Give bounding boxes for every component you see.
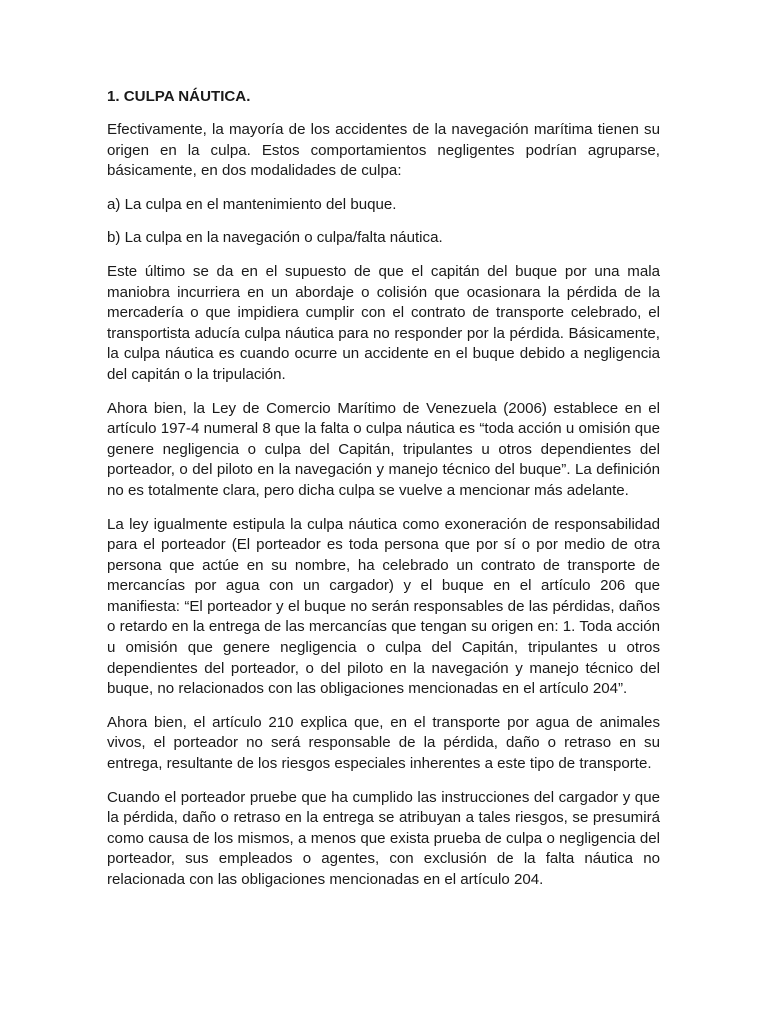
paragraph-article-210: Ahora bien, el artículo 210 explica que, en el transporte por agua de animales vivos, el porteador no será responsable de la pérdida, daño o retraso en su entrega, resultante de los riesgos especiales inherentes a este tipo de transporte. (107, 713, 660, 773)
paragraph-exoneration: La ley igualmente estipula la culpa náutica como exoneración de responsabilidad para el porteador (El porteador es toda persona que por sí o por medio de otra persona que actúe en su nombre, ha celebrado un contrato de transporte de mercancías por agua con un cargador) y el buque en el artículo 206 que manifiesta: “El porteador y el buque no serán responsables de las pérdidas, daños o retardo en la entrega de las mercancías que tengan su origen en: 1. Toda acción u omisión que genere negligencia o culpa del Capitán, tripulantes u otros dependientes del porteador, o del piloto en la navegación y manejo técnico del buque, no relacionados con las obligaciones mencionadas en el artículo 204”. (107, 515, 660, 698)
section-heading: 1. CULPA NÁUTICA. (107, 88, 251, 105)
paragraph-nautical-fault: Este último se da en el supuesto de que el capitán del buque por una mala maniobra incurriera en un abordaje o colisión que ocasionara la pérdida de la mercadería o que impidiera cumplir con el contrato de transporte celebrado, el transportista aducía culpa náutica para no responder por la pérdida. Básicamente, la culpa náutica es cuando ocurre un accidente en el buque debido a negligencia del capitán o la tripulación. (107, 262, 660, 383)
paragraph-venezuela-law: Ahora bien, la Ley de Comercio Marítimo de Venezuela (2006) establece en el artículo 197-4 numeral 8 que la falta o culpa náutica es “toda acción u omisión que genere negligencia o culpa del Capitán, tripulantes u otros dependientes del porteador, o del piloto en la navegación y manejo técnico del buque”. La definición no es totalmente clara, pero dicha culpa se vuelve a mencionar más adelante. (107, 399, 660, 499)
list-item-a: a) La culpa en el mantenimiento del buque. (107, 195, 397, 213)
list-item-b: b) La culpa en la navegación o culpa/falta náutica. (107, 229, 443, 247)
paragraph-carrier-proof: Cuando el porteador pruebe que ha cumplido las instrucciones del cargador y que la pérdida, daño o retraso en la entrega se atribuyan a tales riesgos, se presumirá como causa de los mismos, a menos que exista prueba de culpa o negligencia del porteador, sus empleados o agentes, con exclusión de la falta náutica no relacionada con las obligaciones mencionadas en el artículo 204. (107, 788, 660, 888)
paragraph-intro: Efectivamente, la mayoría de los accidentes de la navegación marítima tienen su origen en la culpa. Estos comportamientos negligentes podrían agruparse, básicamente, en dos modalidades de culpa: (107, 121, 660, 180)
document-page (107, 86, 660, 904)
